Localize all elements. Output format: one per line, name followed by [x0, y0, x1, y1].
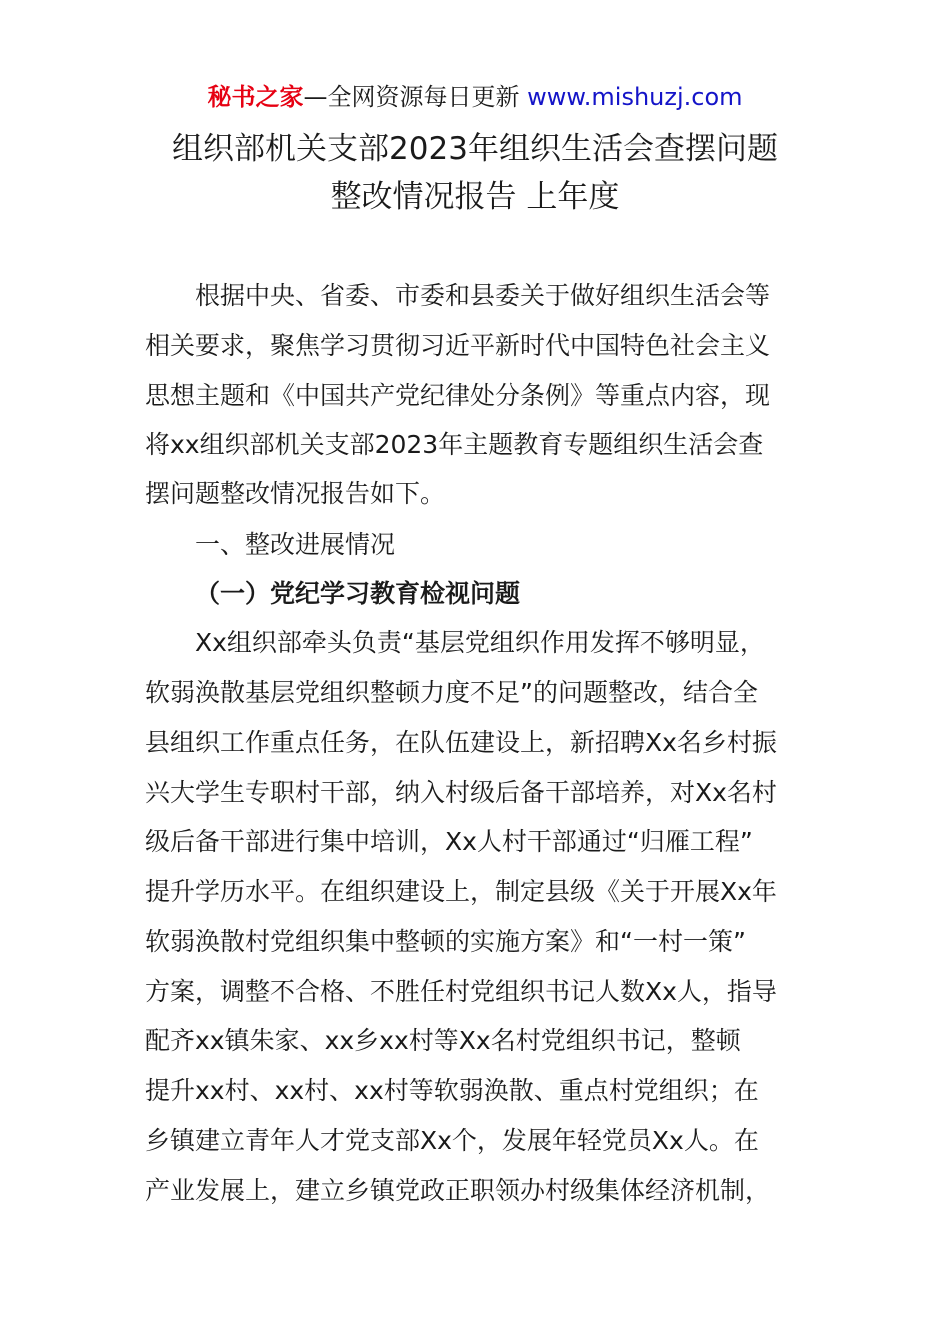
paragraph-line: Xx组织部牵头负责“基层党组织作用发挥不够明显，: [195, 628, 765, 657]
paragraph-line: 提升学历水平。在组织建设上，制定县级《关于开展Xx年: [145, 877, 777, 906]
paragraph-line: 软弱涣散基层党组织整顿力度不足”的问题整改，结合全: [145, 678, 758, 707]
paragraph-line: 软弱涣散村党组织集中整顿的实施方案》和“一村一策”: [145, 927, 746, 956]
paragraph-line: 乡镇建立青年人才党支部Xx个，发展年轻党员Xx人。在: [145, 1126, 759, 1155]
site-banner: [0, 80, 950, 114]
paragraph-line: 摆问题整改情况报告如下。: [145, 479, 446, 508]
paragraph-line: 产业发展上，建立乡镇党政正职领办村级集体经济机制，: [145, 1176, 771, 1205]
subsection-heading: （一）党纪学习教育检视问题: [195, 579, 521, 608]
paragraph-line: 根据中央、省委、市委和县委关于做好组织生活会等: [195, 281, 771, 310]
paragraph-line: 配齐xx镇朱家、xx乡xx村等Xx名村党组织书记，整顿: [145, 1026, 741, 1055]
paragraph-line: 思想主题和《中国共产党纪律处分条例》等重点内容，现: [145, 381, 771, 410]
paragraph-line: 方案，调整不合格、不胜任村党组织书记人数Xx人，指导: [145, 977, 777, 1006]
document-title-line-1: 组织部机关支部2023年组织生活会查摆问题: [172, 131, 778, 167]
paragraph-line: 兴大学生专职村干部，纳入村级后备干部培养，对Xx名村: [145, 778, 777, 807]
paragraph-line: 相关要求，聚焦学习贯彻习近平新时代中国特色社会主义: [145, 331, 771, 360]
paragraph-line: 将xx组织部机关支部2023年主题教育专题组织生活会查: [145, 430, 764, 459]
paragraph-line: 县组织工作重点任务，在队伍建设上，新招聘Xx名乡村振: [145, 728, 777, 757]
banner-site-link[interactable]: www.mishuzj.com: [527, 83, 743, 111]
paragraph-line: 级后备干部进行集中培训，Xx人村干部通过“归雁工程”: [145, 827, 753, 856]
document-title-line-2: 整改情况报告 上年度: [330, 179, 620, 215]
banner-tagline: —全网资源每日更新: [303, 83, 528, 111]
section-heading: 一、整改进展情况: [195, 530, 396, 559]
paragraph-line: 提升xx村、xx村、xx村等软弱涣散、重点村党组织；在: [145, 1076, 759, 1105]
banner-brand: 秘书之家: [207, 83, 304, 111]
